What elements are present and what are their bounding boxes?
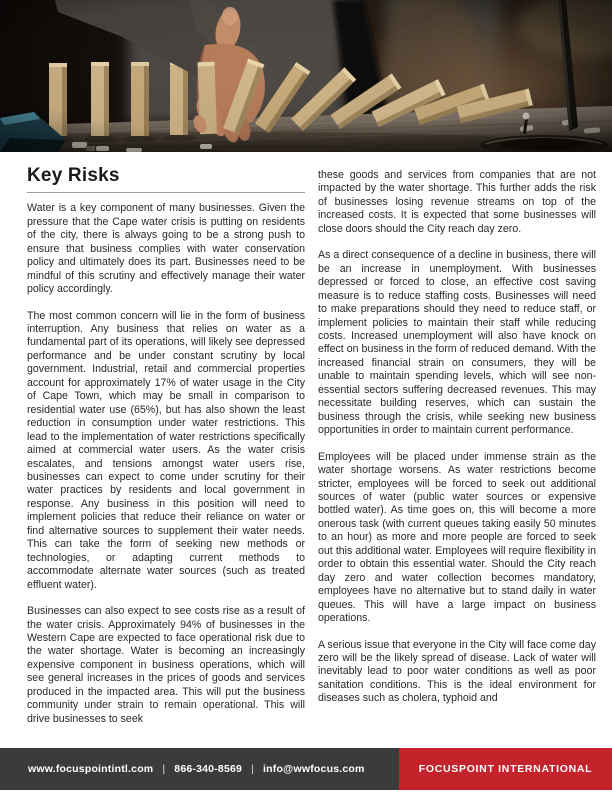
dominoes-photo-illustration xyxy=(0,0,612,152)
footer-bar xyxy=(0,748,612,790)
paragraph-intro: Water is a key component of many businesses. Given the pressure that the Cape water crisis is putting on residents of the city, there is always going to be a strong push to ensure that business complies with water conservation policy and ultimately does its part. Businesses need to be mindful of this scrutiny and effectively manage their water policy accordingly. xyxy=(27,202,305,296)
right-column xyxy=(318,169,596,706)
paragraph-business-interruption: The most common concern will lie in the form of business interruption. Any business that relies on water as a fundamental part of its operations, will likely see depressed performance and be under constant scrutiny by local government. Industrial, retail and commercial properties account for approximately 17% of water usage in the City of Cape Town, which may be small in comparison to residential water use (65%), but has also shown the least reduction in consumption under water restrictions. This lead to the implementation of water restrictions specifically aimed at commercial water users. As the water crisis escalates, and tensions amongst water users rise, businesses can expect to come under scrutiny for their water practices by residents and local government in response. Any business in this position will need to implement policies that reduce their reliance on water or find alternative sources to supplement their water needs. This can take the form of seeking new methods or technologies, or adapting current methods to accommodate alternate water sources (such as treated effluent water). xyxy=(27,309,305,591)
page-title: Key Risks xyxy=(27,165,120,186)
footer-phone-link[interactable]: 866-340-8569 xyxy=(174,763,243,775)
hero-image xyxy=(0,0,612,152)
footer-email-link[interactable]: info@wwfocus.com xyxy=(263,763,365,775)
paragraph-costs: Businesses can also expect to see costs rise as a result of the water crisis. Approximately 94% of businesses in the Western Cape are expected to face operational risk due to the water shortage. Water is becoming an increasingly expensive component in business operations, which will see general increases in the prices of goods and services produced in the impacted area. This will put the business community under strain to remain operational. This will drive businesses to seek xyxy=(27,605,305,725)
paragraph-unemployment: As a direct consequence of a decline in business, there will be an increase in unemployment. With businesses depressed or forced to close, an effective cost saving measure is to reduce staffing costs. Businesses will need to make preparations should they need to reduce staff, or implement policies to maintain their staff while reducing costs. Increased unemployment will also have knock on effect on business in the form of reduced demand. With the increased financial strain on consumers, they will be unable to maintain spending levels, which will see non-essential sectors suffering decreased revenues. This may necessitate building reserves, which can sustain the business through the crisis, while seeking new business opportunities in order to maintain current performance. xyxy=(318,249,596,437)
paragraph-costs-continued: these goods and services from companies that are not impacted by the water shortage. This further adds the risk of businesses losing revenue streams on top of the increased costs. It is expected that some businesses will close doors should the City reach day zero. xyxy=(318,169,596,235)
left-column xyxy=(27,166,305,726)
footer-contact xyxy=(0,748,399,790)
paragraph-disease: A serious issue that everyone in the City will face come day zero will be the likely spread of disease. Lack of water will inevitably lead to poor water conditions as well as poor sanitation conditions. This is the ideal environment for diseases such as cholera, typhoid and xyxy=(318,638,596,705)
footer-brand: FOCUSPOINT INTERNATIONAL xyxy=(399,748,612,790)
footer-separator: | xyxy=(251,763,255,775)
title-divider xyxy=(27,192,305,194)
paragraph-employees: Employees will be placed under immense strain as the water shortage worsens. As water restrictions become stricter, employees will be forced to seek out additional sources of water (public water sources or expensive bottled water). As time goes on, this will become a more onerous task (with current queues taking easily 50 minutes to an hour) as more and more people are forced to seek out this additional water. Employees will require flexibility in order to obtain this essential water. Should the City reach day zero and water collection becomes mandatory, employees have no alternative but to stand daily in water queues. This will have a large impact on business operations. xyxy=(318,450,596,625)
footer-separator: | xyxy=(162,763,166,775)
footer-website-link[interactable]: www.focuspointintl.com xyxy=(28,763,154,775)
